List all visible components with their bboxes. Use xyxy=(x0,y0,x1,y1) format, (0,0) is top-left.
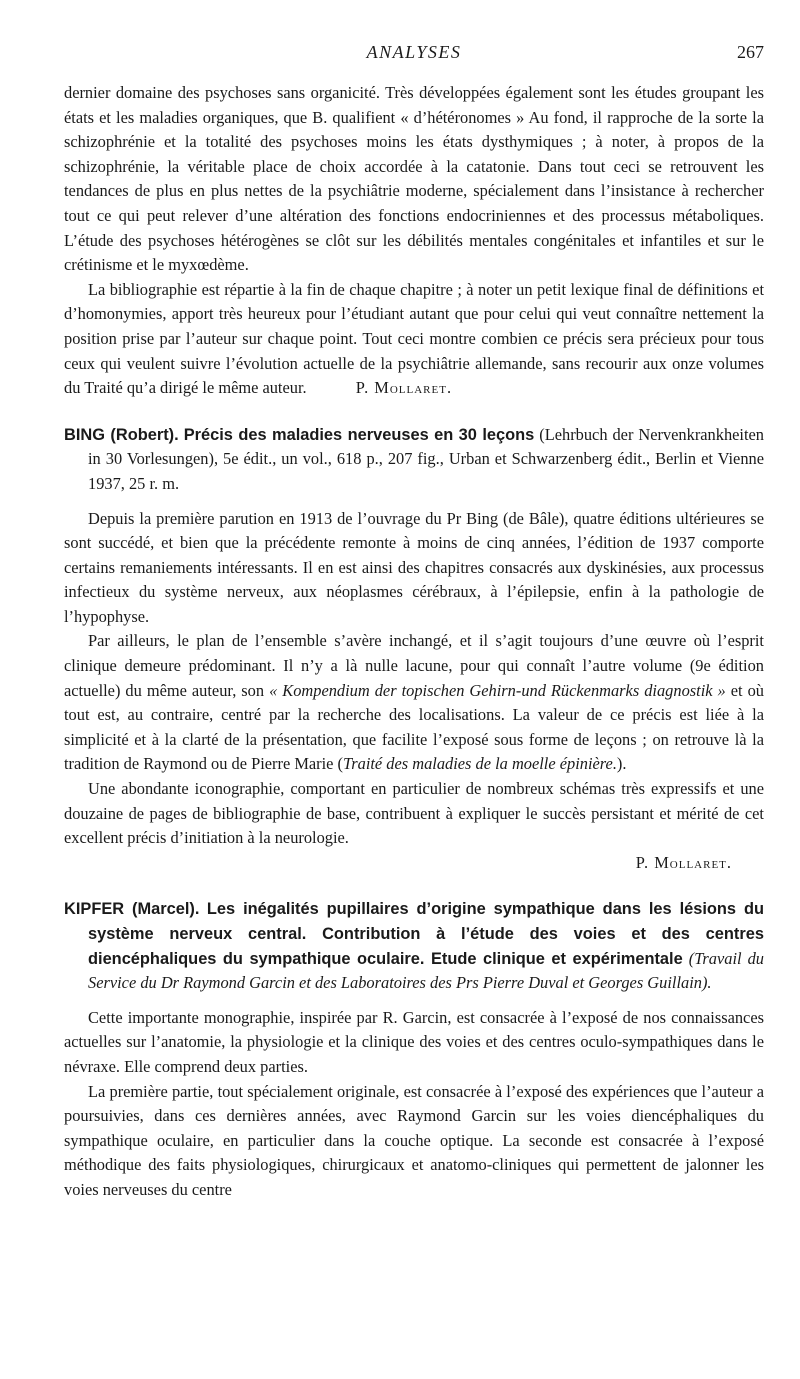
page-header xyxy=(64,42,764,66)
review1-text: La bibliographie est répartie à la fin de chaque chapitre ; à noter un petit lexique final de définitions et d’homonymies, apport très heureux pour l’étudiant autant que pour celui qui veut connaître nettement la position prise par l’auteur sur chaque point. Tout ceci montre combien ce précis sera précieux pour tous ceux qui veulent suivre l’évolution actuelle de la psychiâtrie allemande, sans recourir aux onze volumes du Traité qu’a dirigé le même auteur. xyxy=(64,279,764,398)
review1-paragraph xyxy=(64,278,764,401)
review3-citation: (Travail du Service du Dr Raymond Garcin et des Laboratoires des Prs Pierre Duval et Georges Guillain). xyxy=(88,948,765,993)
review3-title: Les inégalités pupillaires d’origine sympathique dans les lésions du système nerveux central. Contribution à l’étude des voies et des centres diencéphaliques du sympathique oculaire. Etude clinique et expérimentale xyxy=(88,900,764,968)
review2-paragraph xyxy=(64,629,764,777)
page-number: 267 xyxy=(737,42,764,62)
review2-italic-title: Traité des maladies de la moelle épinière. xyxy=(343,754,617,774)
review2-italic-title: « Kompendium der topischen Gehirn-und Rückenmarks diagnostik » xyxy=(269,680,726,700)
review2-text: Par ailleurs, le plan de l’ensemble s’avère inchangé, et il s’agit toujours d’une œuvre où l’esprit clinique demeure prédominant. Il n’y a là nulle lacune, pour qui connaît l’autre volume (9e édition actuelle) du même auteur, son xyxy=(64,631,764,700)
review2-paragraph: Depuis la première parution en 1913 de l’ouvrage du Pr Bing (de Bâle), quatre éditions ultérieures se sont succédé, et bien que la précédente remonte à moins de cinq années, l’édition de 1937 comporte certains remaniements intéressants. Il en est ainsi des chapitres consacrés aux dyskinésies, aux processus infectieux du système nerveux, aux néoplasmes cérébraux, à l’épilepsie, enfin à la pathologie de l’hypophyse. xyxy=(64,508,764,626)
review2-citation: (Lehrbuch der Nervenkrankheiten in 30 Vorlesungen), 5e édit., un vol., 618 p., 207 fig., Urban et Schwarzenberg édit., Berlin et Vienne 1937, 25 r. m. xyxy=(88,424,764,493)
review2-title: Précis des maladies nerveuses en 30 leçons xyxy=(183,425,535,444)
review2-heading xyxy=(64,423,764,497)
review2-text: ). xyxy=(616,754,627,774)
review3-paragraph: Cette importante monographie, inspirée par R. Garcin, est consacrée à l’exposé de nos connaissances actuelles sur l’anatomie, la physiologie et la clinique des voies et des centres oculo-sympathiques dans le névraxe. Elle comprend deux parties. xyxy=(64,1007,764,1076)
review-bing xyxy=(64,423,764,876)
review-kipfer xyxy=(64,897,764,1202)
running-title: ANALYSES xyxy=(366,42,462,62)
review3-paragraph: La première partie, tout spécialement originale, est consacrée à l’exposé des expériences que l’auteur a poursuivies, dans ces dernières années, avec Raymond Garcin sur les voies diencéphaliques du sympathique oculaire, en particulier dans la couche optique. La seconde est consacrée à l’exposé méthodique des faits physiologiques, chirurgicaux et anatomo-cliniques qui permettent de jalonner les voies nerveuses du centre xyxy=(64,1081,764,1199)
review2-text: et où tout est, au contraire, centré par la recherche des localisations. La valeur de ce précis est liée à la simplicité et à la clarté de la présentation, que facilite l’exposé sous forme de leçons ; on retrouve là la tradition de Raymond ou de Pierre Marie ( xyxy=(64,680,764,774)
page-content xyxy=(64,81,764,1203)
review2-signature: P. Mollaret. xyxy=(635,852,732,872)
review1-signature: P. Mollaret. xyxy=(355,378,453,398)
review-continued xyxy=(64,81,764,401)
review2-paragraph: Une abondante iconographie, comportant en particulier de nombreux schémas très expressifs et une douzaine de pages de bibliographie de base, contribuent à expliquer le succès persistant et mérité de cet excellent précis d’initiation à la neurologie. xyxy=(64,779,764,848)
review2-author: BING (Robert). xyxy=(64,425,179,444)
review1-paragraph: dernier domaine des psychoses sans organicité. Très développées également sont les études groupant les états et les maladies organiques, que B. qualifient « d’hétéronomes » Au fond, il rapproche de la sorte la schizophrénie et la totalité des psychoses moins les états dysthymiques ; à noter, à propos de la schizophrénie, la véritable place de choix accordée à la catatonie. Dans tout ceci se retrouvent les tendances de plus en plus nettes de la psychiâtrie moderne, spécialement dans l’insistance à rechercher tout ce qui peut relever d’une altération des fonctions endocriniennes et des processus métaboliques. L’étude des psychoses hétérogènes se clôt sur les débilités mentales congénitales et infantiles et sur le crétinisme et le myxœdème. xyxy=(64,83,764,275)
review3-author: KIPFER (Marcel). xyxy=(64,900,200,919)
review3-heading xyxy=(64,897,764,995)
